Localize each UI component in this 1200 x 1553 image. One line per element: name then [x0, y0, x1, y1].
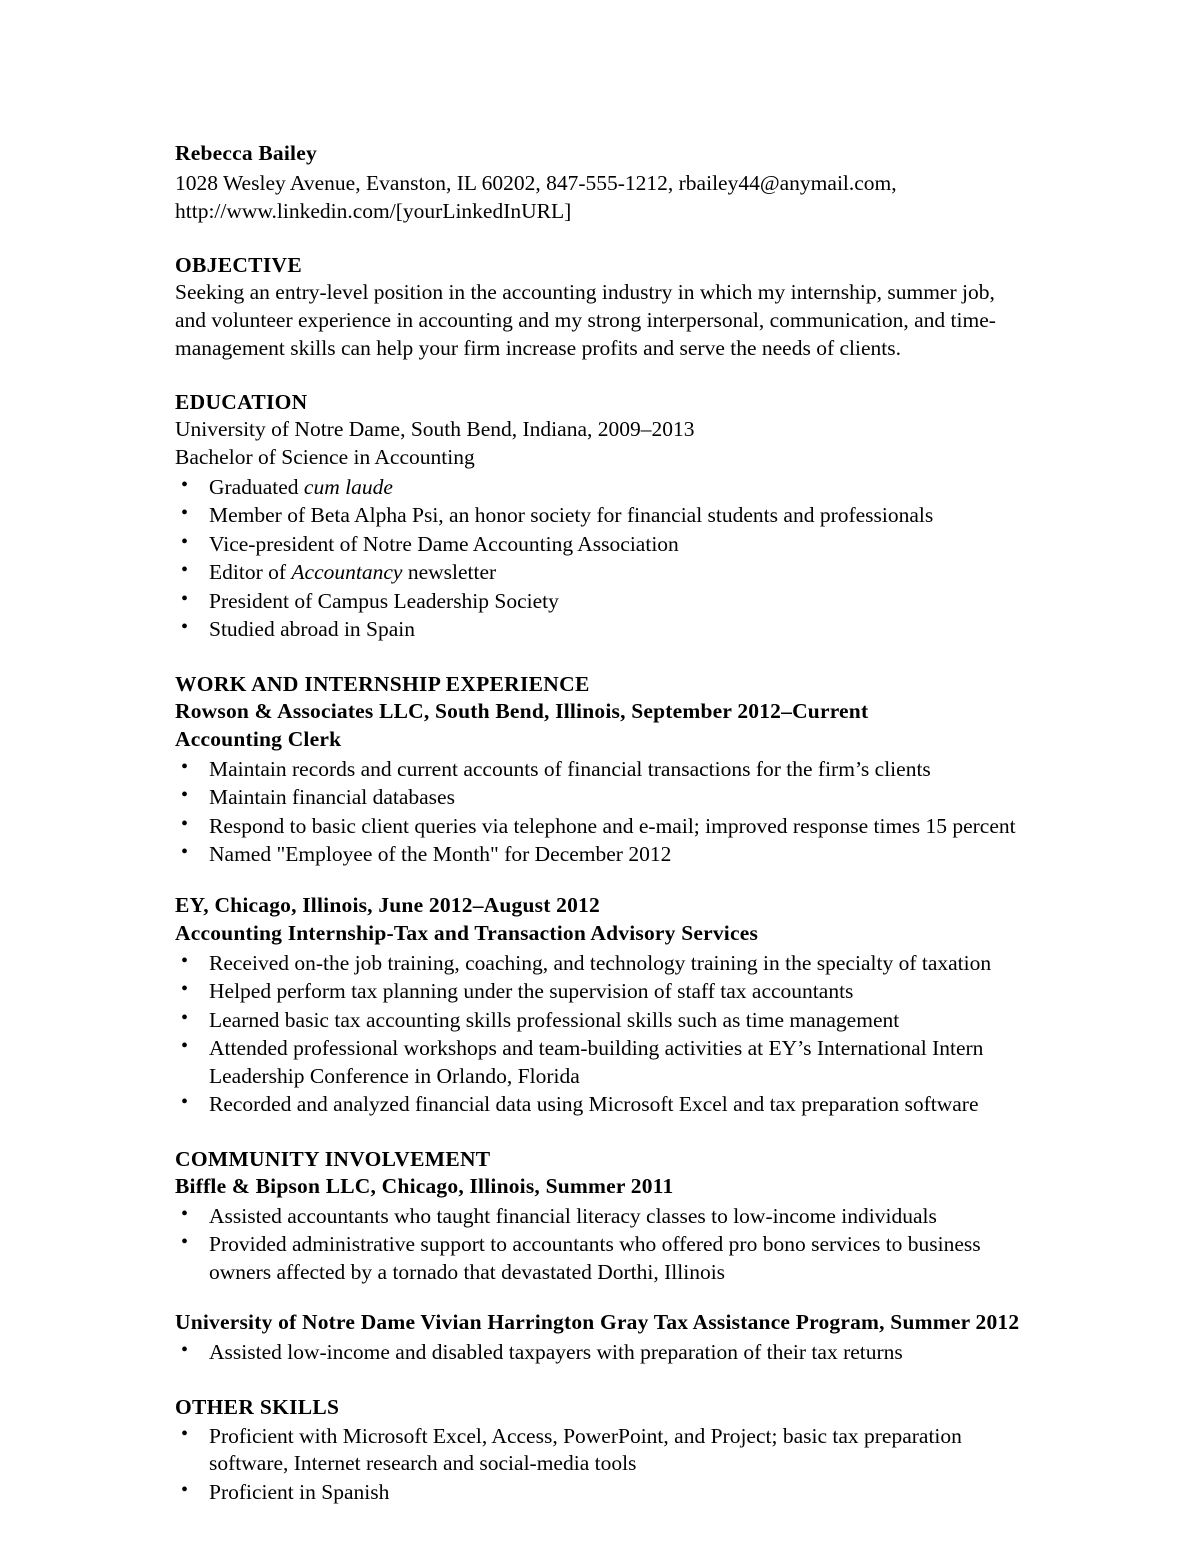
spacer	[175, 645, 1025, 671]
community-bullets-1	[175, 1339, 1025, 1367]
list-item: • Respond to basic client queries via telephone and e-mail; improved response times 15 percent	[175, 813, 1025, 841]
job-bullets-1	[175, 950, 1025, 1119]
community-bullets-0	[175, 1203, 1025, 1287]
section-heading-community: COMMUNITY INVOLVEMENT	[175, 1146, 491, 1171]
job-employer-1: EY, Chicago, Illinois, June 2012–August 2012	[175, 892, 600, 917]
section-heading-skills: OTHER SKILLS	[175, 1394, 340, 1419]
job-title-1: Accounting Internship-Tax and Transaction Advisory Services	[175, 920, 759, 945]
spacer	[175, 870, 1025, 892]
list-item: • Helped perform tax planning under the supervision of staff tax accountants	[175, 978, 1025, 1006]
list-item: • Received on-the job training, coaching, and technology training in the specialty of taxation	[175, 950, 1025, 978]
italic-text: Accountancy	[291, 560, 403, 585]
section-heading-experience: WORK AND INTERNSHIP EXPERIENCE	[175, 671, 590, 696]
spacer	[175, 363, 1025, 389]
spacer	[175, 1120, 1025, 1146]
list-item: • Proficient in Spanish	[175, 1479, 1025, 1507]
spacer	[175, 226, 1025, 252]
list-item: • Editor of Accountancy newsletter	[175, 559, 1025, 587]
italic-text: cum laude	[303, 474, 393, 499]
list-item: • Learned basic tax accounting skills professional skills such as time management	[175, 1007, 1025, 1035]
section-heading-education: EDUCATION	[175, 389, 308, 414]
list-item: • Assisted low-income and disabled taxpayers with preparation of their tax returns	[175, 1339, 1025, 1367]
list-item: • Member of Beta Alpha Psi, an honor society for financial students and professionals	[175, 502, 1025, 530]
community-org-1: University of Notre Dame Vivian Harrington Gray Tax Assistance Program, Summer 2012	[175, 1310, 1020, 1335]
list-item: • Vice-president of Notre Dame Accounting Association	[175, 531, 1025, 559]
list-item: • Attended professional workshops and team-building activities at EY’s International Intern Leadership Conference in Orlando, Florida	[175, 1035, 1025, 1090]
spacer	[175, 1368, 1025, 1394]
skills-bullets	[175, 1423, 1025, 1507]
job-title-0: Accounting Clerk	[175, 726, 342, 751]
education-bullets	[175, 474, 1025, 644]
list-item: • Proficient with Microsoft Excel, Access, PowerPoint, and Project; basic tax preparation software, Internet research and social-media tools	[175, 1423, 1025, 1478]
job-employer-0: Rowson & Associates LLC, South Bend, Illinois, September 2012–Current	[175, 698, 869, 723]
spacer	[175, 1287, 1025, 1309]
candidate-name: Rebecca Bailey	[175, 141, 317, 165]
list-item: • Maintain financial databases	[175, 784, 1025, 812]
contact-line-1: 1028 Wesley Avenue, Evanston, IL 60202, 847-555-1212, rbailey44@anymail.com,	[175, 171, 897, 196]
list-item: • Graduated cum laude	[175, 474, 1025, 502]
objective-text: Seeking an entry-level position in the accounting industry in which my internship, summer job, and volunteer experience in accounting and my strong interpersonal, communication, and time-management skills can help your firm increase profits and serve the needs of clients.	[175, 279, 996, 360]
list-item: • Maintain records and current accounts of financial transactions for the firm’s clients	[175, 756, 1025, 784]
education-degree: Bachelor of Science in Accounting	[175, 444, 475, 469]
list-item: • Named "Employee of the Month" for December 2012	[175, 841, 1025, 869]
list-item: • Studied abroad in Spain	[175, 616, 1025, 644]
list-item: • Assisted accountants who taught financial literacy classes to low-income individuals	[175, 1203, 1025, 1231]
section-heading-objective: OBJECTIVE	[175, 252, 302, 277]
resume-document	[175, 140, 1025, 1506]
list-item: • President of Campus Leadership Society	[175, 588, 1025, 616]
education-school: University of Notre Dame, South Bend, Indiana, 2009–2013	[175, 416, 695, 441]
contact-line-2: http://www.linkedin.com/[yourLinkedInURL]	[175, 199, 572, 224]
job-bullets-0	[175, 756, 1025, 869]
list-item: • Recorded and analyzed financial data using Microsoft Excel and tax preparation software	[175, 1091, 1025, 1119]
list-item: • Provided administrative support to accountants who offered pro bono services to business owners affected by a tornado that devastated Dorthi, Illinois	[175, 1231, 1025, 1286]
community-org-0: Biffle & Bipson LLC, Chicago, Illinois, Summer 2011	[175, 1173, 674, 1198]
